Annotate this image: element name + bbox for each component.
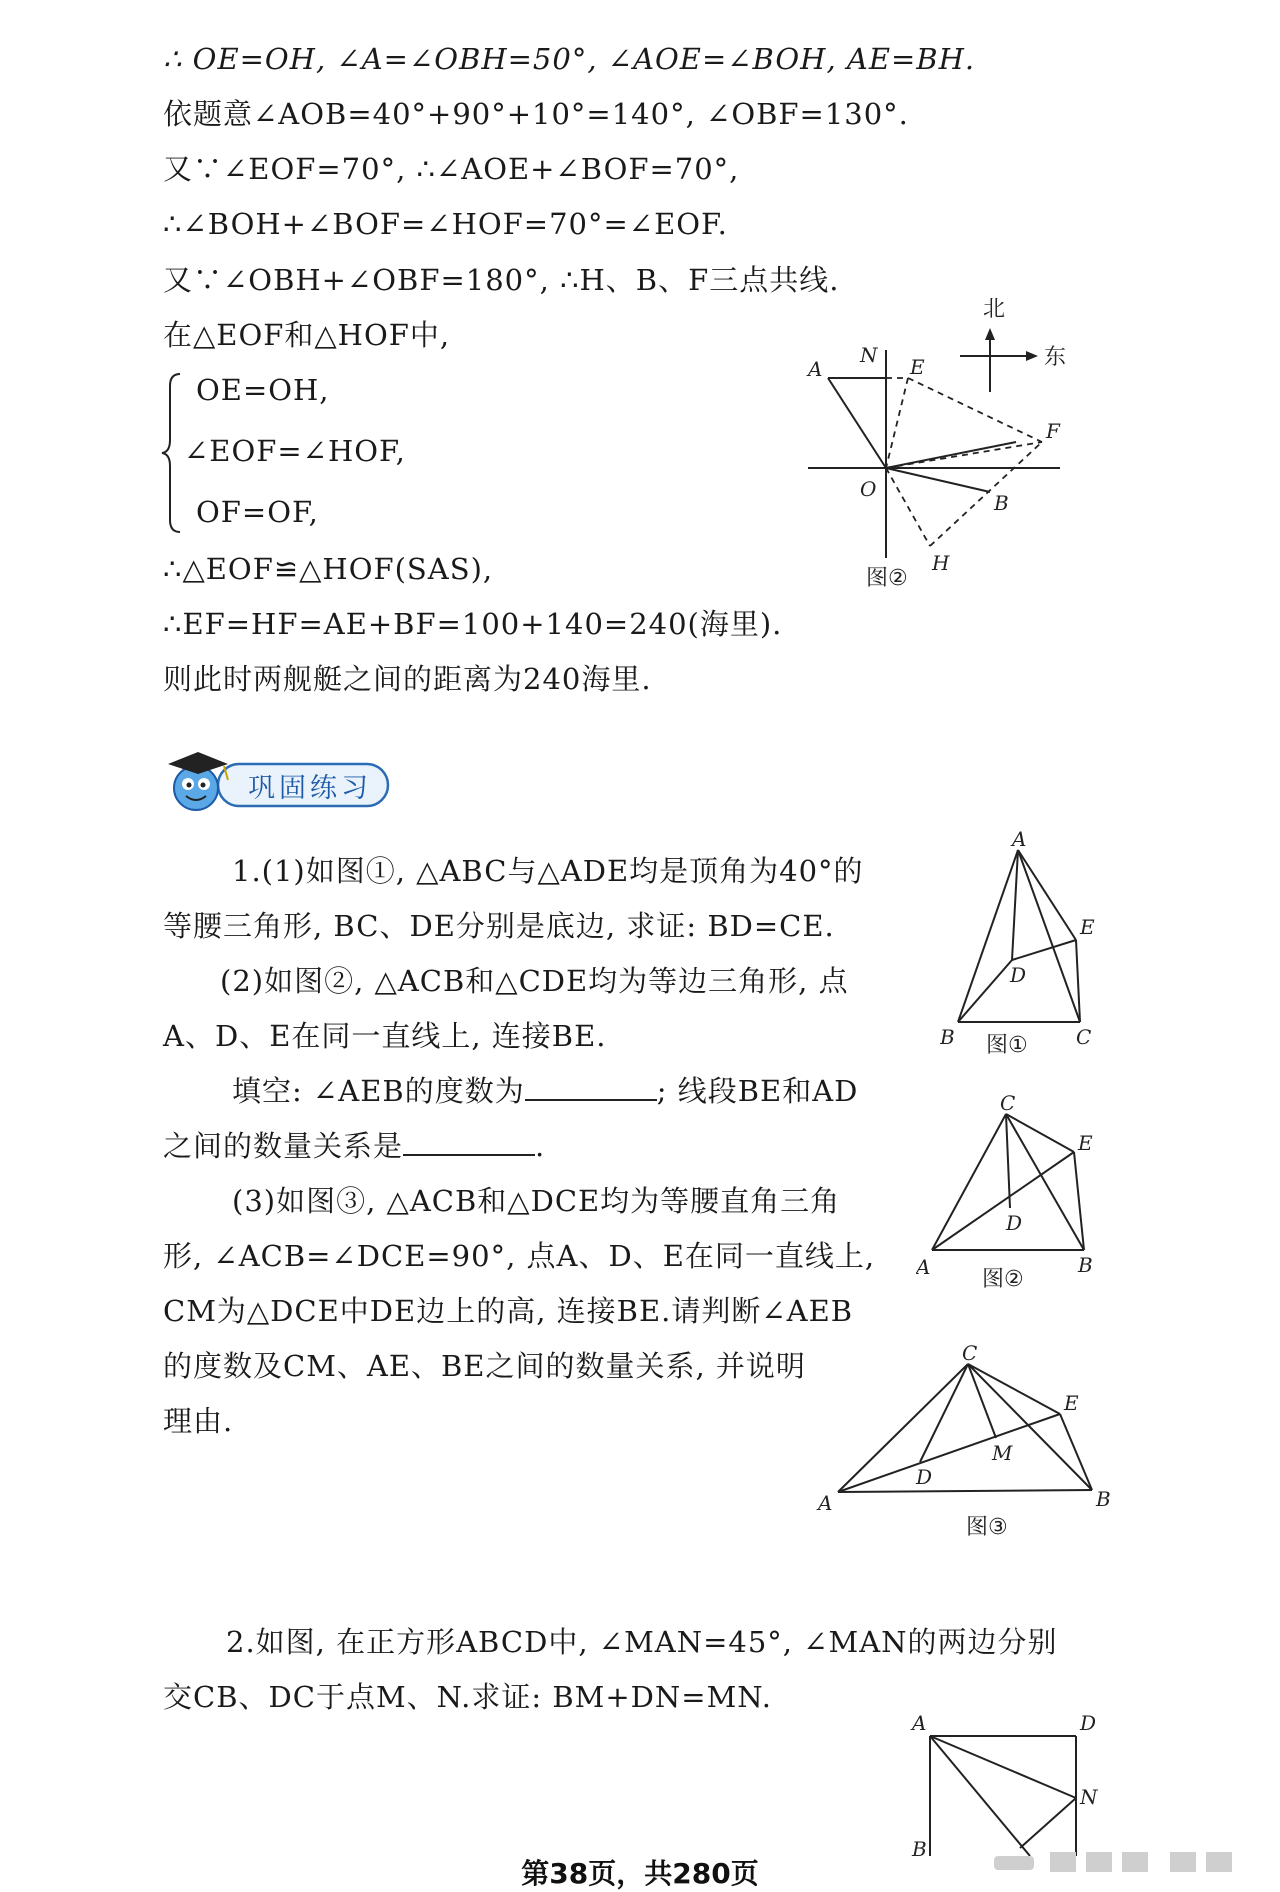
figure-top-diagram bbox=[790, 290, 1080, 600]
fill-2-prefix: 之间的数量关系是 bbox=[163, 1129, 404, 1163]
north-label: 北 bbox=[983, 297, 1006, 322]
watermark-decoration bbox=[990, 1846, 1262, 1876]
figure-caption: 图① bbox=[986, 1033, 1028, 1058]
p1-line-f: 形, ∠ACB=∠DCE=90°, 点A、D、E在同一直线上, bbox=[163, 1239, 876, 1273]
solution-line-7: ∴△EOF≌△HOF(SAS), bbox=[163, 552, 494, 586]
fill-2-suffix: . bbox=[535, 1129, 546, 1163]
figure-1-diagram bbox=[940, 830, 1100, 1070]
answer-blank-2[interactable] bbox=[403, 1128, 535, 1156]
page-number: 第38页，共280页 bbox=[521, 1857, 759, 1890]
label-N: N bbox=[1080, 1785, 1098, 1809]
label-B: B bbox=[1078, 1253, 1093, 1277]
p2-line-a: 2.如图, 在正方形ABCD中, ∠MAN=45°, ∠MAN的两边分别 bbox=[226, 1625, 1058, 1659]
p1-fill-line-1 bbox=[232, 1073, 858, 1109]
label-E: E bbox=[910, 355, 925, 379]
fill-1-prefix: 填空: ∠AEB的度数为 bbox=[232, 1074, 525, 1108]
p2-line-b: 交CB、DC于点M、N.求证: BM+DN=MN. bbox=[163, 1680, 773, 1714]
solution-line-3: 又∵∠EOF=70°, ∴∠AOE+∠BOF=70°, bbox=[163, 152, 740, 186]
label-D: D bbox=[916, 1465, 933, 1489]
label-E: E bbox=[1080, 915, 1095, 939]
p1-line-i: 理由. bbox=[163, 1404, 234, 1438]
figure-2-diagram bbox=[916, 1090, 1106, 1310]
answer-blank-1[interactable] bbox=[525, 1073, 657, 1101]
p1-line-h: 的度数及CM、AE、BE之间的数量关系, 并说明 bbox=[163, 1349, 806, 1383]
system-brace bbox=[160, 372, 184, 534]
label-D: D bbox=[1080, 1711, 1097, 1735]
label-B: B bbox=[994, 491, 1009, 515]
solution-line-2: 依题意∠AOB=40°+90°+10°=140°, ∠OBF=130°. bbox=[163, 97, 909, 131]
p1-fill-line-2 bbox=[163, 1128, 545, 1164]
section-title: 巩固练习 bbox=[248, 773, 372, 804]
label-A: A bbox=[1012, 830, 1027, 851]
label-A: A bbox=[912, 1711, 927, 1735]
label-E: E bbox=[1064, 1391, 1079, 1415]
label-A: A bbox=[808, 357, 823, 381]
figure-caption: 图② bbox=[982, 1267, 1024, 1292]
p1-line-g: CM为△DCE中DE边上的高, 连接BE.请判断∠AEB bbox=[163, 1294, 854, 1328]
figure-caption: 图② bbox=[866, 566, 908, 591]
solution-line-4: ∴∠BOH+∠BOF=∠HOF=70°=∠EOF. bbox=[163, 207, 728, 241]
figure-3-diagram bbox=[812, 1340, 1122, 1540]
label-D: D bbox=[1010, 963, 1027, 987]
label-M: M bbox=[992, 1441, 1013, 1465]
solution-line-8: ∴EF=HF=AE+BF=100+140=240(海里). bbox=[163, 607, 783, 641]
label-E: E bbox=[1078, 1131, 1093, 1155]
fill-1-suffix: ; 线段BE和AD bbox=[656, 1074, 859, 1108]
label-N: N bbox=[860, 343, 878, 367]
label-C: C bbox=[1076, 1025, 1092, 1049]
system-eq-3: OF=OF, bbox=[196, 495, 319, 529]
label-B: B bbox=[940, 1025, 955, 1049]
solution-line-6: 在△EOF和△HOF中, bbox=[163, 318, 451, 352]
label-O: O bbox=[860, 477, 877, 501]
label-A: A bbox=[916, 1255, 931, 1279]
p1-line-d: A、D、E在同一直线上, 连接BE. bbox=[163, 1019, 607, 1053]
figure-4-diagram bbox=[900, 1706, 1100, 1856]
east-label: 东 bbox=[1044, 345, 1067, 370]
solution-line-9: 则此时两舰艇之间的距离为240海里. bbox=[163, 662, 652, 696]
label-C: C bbox=[962, 1341, 978, 1365]
solution-line-5: 又∵∠OBH+∠OBF=180°, ∴H、B、F三点共线. bbox=[163, 263, 840, 297]
label-H: H bbox=[932, 551, 950, 575]
system-eq-1: OE=OH, bbox=[196, 373, 330, 407]
label-D: D bbox=[1006, 1211, 1023, 1235]
label-F: F bbox=[1046, 419, 1060, 443]
label-B: B bbox=[912, 1837, 927, 1856]
label-A: A bbox=[818, 1491, 833, 1515]
label-C: C bbox=[1000, 1091, 1016, 1115]
p1-line-e: (3)如图③, △ACB和△DCE均为等腰直角三角 bbox=[232, 1184, 841, 1218]
system-eq-2: ∠EOF=∠HOF, bbox=[184, 434, 406, 468]
label-B: B bbox=[1096, 1487, 1111, 1511]
p1-line-c: (2)如图②, △ACB和△CDE均为等边三角形, 点 bbox=[220, 964, 849, 998]
p1-line-a: 1.(1)如图①, △ABC与△ADE均是顶角为40°的 bbox=[232, 854, 864, 888]
figure-caption: 图③ bbox=[966, 1515, 1008, 1540]
solution-line-1: ∴ OE=OH, ∠A=∠OBH=50°, ∠AOE=∠BOH, AE=BH. bbox=[163, 42, 976, 76]
p1-line-b: 等腰三角形, BC、DE分别是底边, 求证: BD=CE. bbox=[163, 909, 835, 943]
